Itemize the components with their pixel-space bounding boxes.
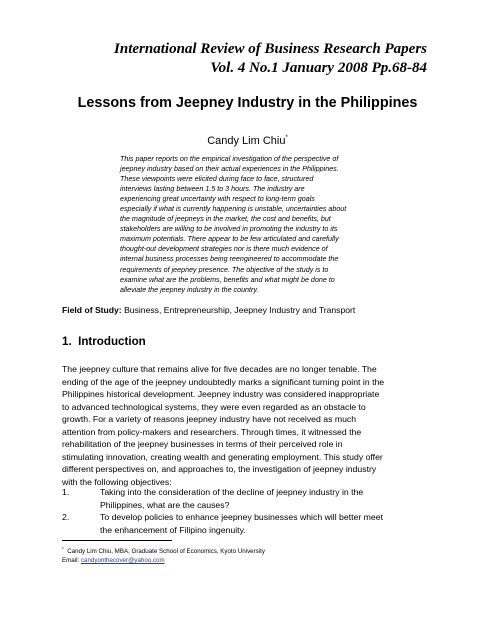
journal-header bbox=[114, 40, 427, 78]
list-item-number: 2. bbox=[62, 512, 70, 522]
email-link[interactable]: candyonthecover@yahoo.com bbox=[80, 557, 165, 564]
footnote bbox=[62, 544, 265, 565]
abstract-line: These viewpoints were elicited during face to face, structured bbox=[120, 175, 314, 184]
list-item-line: Taking into the consideration of the decline of jeepney industry in the bbox=[100, 487, 364, 497]
abstract-line: examine what are the problems, benefits and what might be done to bbox=[120, 275, 335, 284]
footnote-mark: * bbox=[62, 546, 64, 551]
abstract-line: internal business processes being reengineered to accommodate the bbox=[120, 255, 339, 264]
paper-title: Lessons from Jeepney Industry in the Philippines bbox=[77, 95, 418, 111]
abstract-line: especially if what is currently happening is unstable, uncertainties about bbox=[120, 205, 347, 214]
body-line: growth. For a variety of reasons jeepney industry have not received as much bbox=[62, 414, 357, 424]
abstract-line: interviews lasting between 1.5 to 3 hours. The industry are bbox=[120, 185, 305, 194]
body-line: with the following objectives: bbox=[62, 476, 172, 487]
body-line: Philippines historical development. Jeepney industry was considered inappropriate bbox=[62, 389, 380, 399]
section-heading bbox=[62, 334, 146, 349]
body-line: different perspectives on, and approaches to, the investigation of jeepney industry bbox=[62, 464, 377, 474]
list-item bbox=[62, 486, 442, 511]
body-line: rehabilitation of the jeepney businesses in terms of their perceived role in bbox=[62, 439, 343, 449]
footnote-separator bbox=[62, 540, 172, 541]
section-number: 1. bbox=[62, 335, 72, 348]
abstract-line: stakeholders are willing to be involved in promoting the industry to its bbox=[120, 225, 338, 234]
author-footnote-mark: * bbox=[285, 135, 288, 141]
author-line bbox=[0, 131, 495, 148]
abstract-line: jeepney industry based on their actual experiences in the Philippines. bbox=[120, 165, 339, 174]
abstract-line: requirements of jeepney presence. The objective of the study is to bbox=[120, 265, 329, 274]
list-item-number: 1. bbox=[62, 487, 70, 497]
body-line: ending of the age of the jeepney undoubtedly marks a significant turning point in the bbox=[62, 376, 385, 387]
list-item-line: To develop policies to enhance jeepney businesses which will better meet bbox=[100, 512, 383, 522]
objectives-list bbox=[62, 486, 442, 536]
footnote-email-label: Email: bbox=[62, 557, 80, 564]
intro-paragraph bbox=[62, 363, 439, 488]
list-item bbox=[62, 511, 442, 536]
journal-issue: Vol. 4 No.1 January 2008 Pp.68-84 bbox=[210, 60, 427, 76]
list-item-line: Philippines, what are the causes? bbox=[100, 499, 230, 510]
abstract-line: thought-out development strategies nor is there much evidence of bbox=[120, 245, 328, 254]
abstract-line: experiencing great uncertainty with respect to long-term goals bbox=[120, 195, 315, 204]
body-line: attention from policy-makers and researchers. Through times, it witnessed the bbox=[62, 426, 362, 437]
footnote-text: Candy Lim Chiu, MBA, Graduate School of Economics, Kyoto University bbox=[67, 548, 265, 555]
abstract bbox=[120, 154, 377, 295]
journal-name: International Review of Business Research Papers bbox=[114, 41, 427, 57]
author-name: Candy Lim Chiu bbox=[207, 135, 286, 147]
field-of-study-value: Business, Entrepreneurship, Jeepney Industry and Transport bbox=[124, 305, 356, 315]
abstract-line: maximum potentials. There appear to be few articulated and carefully bbox=[120, 235, 339, 244]
body-line: to advanced technological systems, they were even regarded as an obstacle to bbox=[62, 401, 366, 412]
abstract-line: alleviate the jeepney industry in the country. bbox=[120, 285, 259, 294]
field-of-study bbox=[62, 304, 442, 316]
list-item-line: the enhancement of Filipino ingenuity. bbox=[100, 524, 246, 535]
section-title: Introduction bbox=[78, 335, 146, 348]
abstract-line: This paper reports on the empirical investigation of the perspective of bbox=[120, 155, 339, 163]
abstract-line: the magnitude of jeepneys in the market, the cost and benefits, but bbox=[120, 215, 331, 224]
body-line: The jeepney culture that remains alive for five decades are no longer tenable. The bbox=[62, 364, 377, 374]
field-of-study-label: Field of Study: bbox=[62, 305, 122, 315]
body-line: stimulating innovation, creating wealth and generating employment. This study offer bbox=[62, 451, 383, 462]
